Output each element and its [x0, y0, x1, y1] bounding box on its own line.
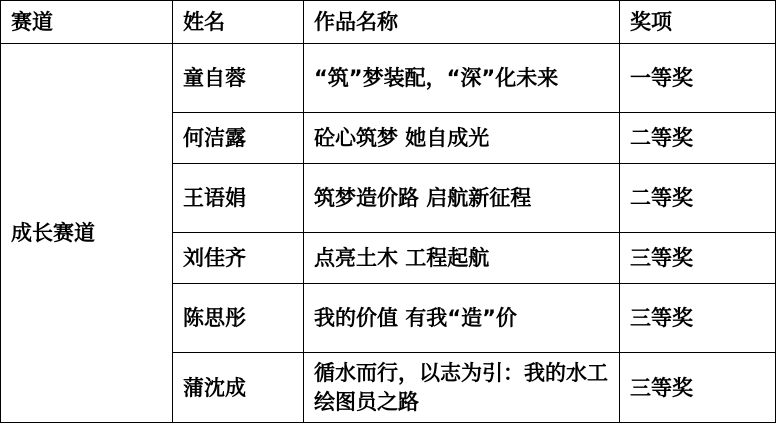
track-cell-growth: 成长赛道 [1, 44, 173, 423]
award-cell: 二等奖 [620, 164, 776, 233]
work-cell: 循水而行，以志为引：我的水工绘图员之路 [304, 353, 620, 423]
award-cell: 三等奖 [620, 284, 776, 353]
work-cell: 点亮土木 工程起航 [304, 233, 620, 284]
header-award: 奖项 [620, 1, 776, 44]
name-cell: 童自蓉 [173, 44, 304, 113]
table-header-row [1, 1, 776, 44]
table-row [1, 44, 776, 113]
header-track: 赛道 [1, 1, 173, 44]
work-cell: 砼心筑梦 她自成光 [304, 113, 620, 164]
name-cell: 陈思彤 [173, 284, 304, 353]
work-cell: “筑”梦装配，“深”化未来 [304, 44, 620, 113]
work-cell: 筑梦造价路 启航新征程 [304, 164, 620, 233]
name-cell: 刘佳齐 [173, 233, 304, 284]
name-cell: 蒲沈成 [173, 353, 304, 423]
award-cell: 一等奖 [620, 44, 776, 113]
work-cell: 我的价值 有我“造”价 [304, 284, 620, 353]
award-cell: 三等奖 [620, 353, 776, 423]
header-work: 作品名称 [304, 1, 620, 44]
award-cell: 三等奖 [620, 233, 776, 284]
award-cell: 二等奖 [620, 113, 776, 164]
header-name: 姓名 [173, 1, 304, 44]
name-cell: 何洁露 [173, 113, 304, 164]
name-cell: 王语娟 [173, 164, 304, 233]
